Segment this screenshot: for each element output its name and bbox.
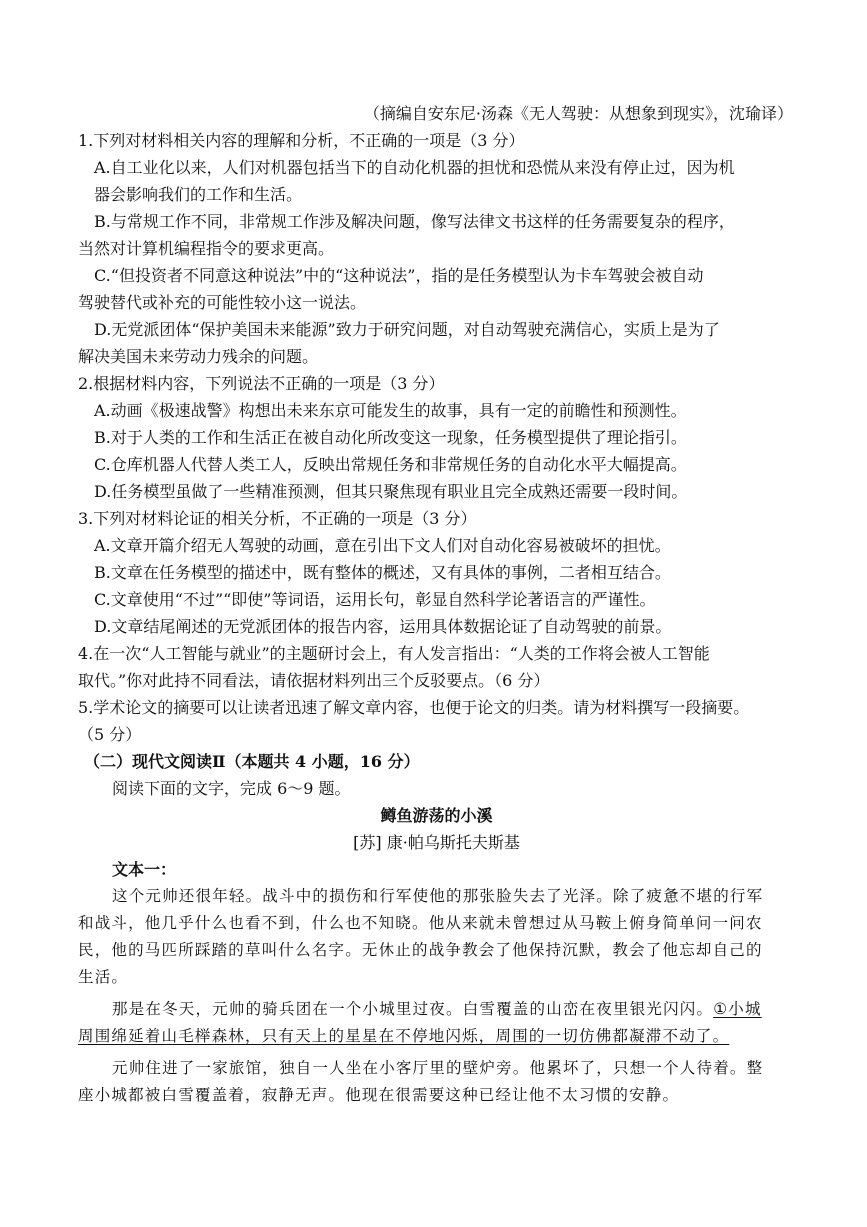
story-paragraph-3-line-2: 座小城都被白雪覆盖着，寂静无声。他现在很需要这种已经让他不太习惯的安静。 xyxy=(78,1086,680,1104)
underlined-sentence-1-end: 周围绵延着山毛榉森林，只有天上的星星在不停地闪烁，周围的一切仿佛都凝滞不动了。 xyxy=(78,1027,730,1045)
underlined-sentence-1-start: ①小城 xyxy=(713,1000,762,1018)
section-2-heading: （二）现代文阅读Ⅱ（本题共 4 小题，16 分） xyxy=(84,752,420,771)
question-3-option-b: B.文章在任务模型的描述中，既有整体的概述，又有具体的事例，二者相互结合。 xyxy=(94,563,671,582)
text-one-label: 文本一： xyxy=(112,860,177,879)
question-3-option-d: D.文章结尾阐述的无党派团体的报告内容，运用具体数据论证了自动驾驶的前景。 xyxy=(94,617,672,636)
question-4-line-2: 取代。”你对此持不同看法，请依据材料列出三个反驳要点。（6 分） xyxy=(78,671,550,690)
question-2-option-b: B.对于人类的工作和生活正在被自动化所改变这一现象，任务模型提供了理论指引。 xyxy=(94,428,687,447)
story-paragraph-2-line-1 xyxy=(78,996,795,1023)
question-1-option-a-cont: 器会影响我们的工作和生活。 xyxy=(94,185,303,204)
story-paragraph-2-line-2 xyxy=(78,1023,795,1050)
question-2-option-d: D.任务模型虽做了一些精准预测，但其只聚焦现有职业且完全成熟还需要一段时间。 xyxy=(94,482,688,501)
question-1-stem: 1.下列对材料相关内容的理解和分析，不正确的一项是（3 分） xyxy=(78,131,525,150)
source-attribution: （摘编自安东尼·汤森《无人驾驶：从想象到现实》，沈瑜译） xyxy=(363,104,793,123)
question-5-line-1: 5.学术论文的摘要可以让读者迅速了解文章内容，也便于论文的归类。请为材料撰写一段摘要。 xyxy=(78,698,750,717)
story-paragraph-1-line-4: 生活。 xyxy=(78,968,129,986)
story-paragraph-2-text: 那是在冬天，元帅的骑兵团在一个小城里过夜。白雪覆盖的山峦在夜里银光闪闪。 xyxy=(112,1000,714,1018)
question-3-stem: 3.下列对材料论证的相关分析，不正确的一项是（3 分） xyxy=(78,509,477,528)
story-author: [苏] 康·帕乌斯托夫斯基 xyxy=(353,833,520,852)
section-2-instruction: 阅读下面的文字，完成 6～9 题。 xyxy=(112,779,351,798)
question-1-option-c: C.“但投资者不同意这种说法”中的“这种说法”，指的是任务模型认为卡车驾驶会被自动 xyxy=(94,266,704,285)
story-paragraph-3-line-1: 元帅住进了一家旅馆，独自一人坐在小客厅里的壁炉旁。他累坏了，只想一个人待着。整 xyxy=(112,1059,764,1077)
question-2-option-c: C.仓库机器人代替人类工人，反映出常规任务和非常规任务的自动化水平大幅提高。 xyxy=(94,455,687,474)
story-paragraph-1-line-3: 民，他的马匹所踩踏的草叫什么名字。无休止的战争教会了他保持沉默，教会了他忘却自己的 xyxy=(78,941,763,959)
question-1-option-d: D.无党派团体“保护美国未来能源”致力于研究问题，对自动驾驶充满信心，实质上是为了 xyxy=(94,320,720,339)
story-paragraph-1-line-2: 和战斗，他几乎什么也看不到，什么也不知晓。他从来就未曾想过从马鞍上俯身简单问一问农 xyxy=(78,914,763,932)
question-1-option-b-cont: 当然对计算机编程指令的要求更高。 xyxy=(78,239,335,258)
question-1-option-b: B.与常规工作不同，非常规工作涉及解决问题，像写法律文书这样的任务需要复杂的程序， xyxy=(94,212,735,231)
question-5-line-2: （5 分） xyxy=(78,725,142,744)
story-title: 鳟鱼游荡的小溪 xyxy=(380,806,493,825)
question-2-stem: 2.根据材料内容，下列说法不正确的一项是（3 分） xyxy=(78,374,445,393)
question-2-option-a: A.动画《极速战警》构想出未来东京可能发生的故事，具有一定的前瞻性和预测性。 xyxy=(94,401,687,420)
question-3-option-c: C.文章使用“不过”“即使”等词语，运用长句，彰显自然科学论著语言的严谨性。 xyxy=(94,590,656,609)
question-1-option-c-cont: 驾驶替代或补充的可能性较小这一说法。 xyxy=(78,293,367,312)
question-1-option-a: A.自工业化以来，人们对机器包括当下的自动化机器的担忧和恐慌从来没有停止过，因为机 xyxy=(94,158,735,177)
question-1-option-d-cont: 解决美国未来劳动力残余的问题。 xyxy=(78,347,319,366)
story-paragraph-1-line-1: 这个元帅还很年轻。战斗中的损伤和行军使他的那张脸失去了光泽。除了疲惫不堪的行军 xyxy=(112,887,764,905)
question-3-option-a: A.文章开篇介绍无人驾驶的动画，意在引出下文人们对自动化容易被破坏的担忧。 xyxy=(94,536,671,555)
question-4-line-1: 4.在一次“人工智能与就业”的主题研讨会上，有人发言指出：“人类的工作将会被人工智能 xyxy=(78,644,710,663)
